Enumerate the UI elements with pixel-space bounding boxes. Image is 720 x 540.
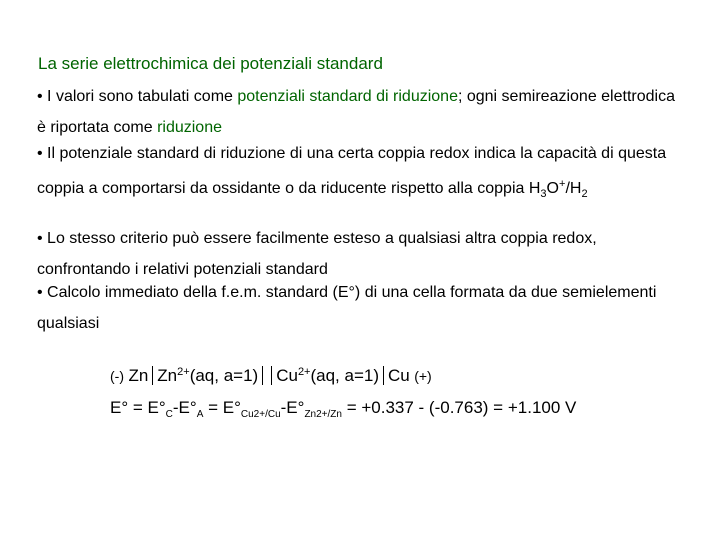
zn-couple-subscript: Zn2+/Zn bbox=[304, 409, 342, 420]
bullet-redox-couple bbox=[37, 138, 687, 210]
highlight-reduction: riduzione bbox=[157, 119, 222, 136]
emf-equals: = E° bbox=[203, 398, 241, 417]
h3-subscript: 3 bbox=[540, 188, 547, 200]
cathode-subscript: C bbox=[165, 409, 173, 420]
zn-conditions: (aq, a=1) bbox=[189, 366, 259, 385]
anode-subscript: A bbox=[196, 409, 204, 420]
emf-equation bbox=[110, 398, 576, 420]
cathode-sign: (+) bbox=[414, 368, 432, 384]
plus-superscript: + bbox=[559, 178, 566, 190]
salt-bridge-left bbox=[262, 366, 263, 385]
cu-couple-subscript: Cu2+/Cu bbox=[240, 409, 281, 420]
zn-charge: 2+ bbox=[177, 366, 190, 378]
salt-bridge-right bbox=[271, 366, 272, 385]
bullet-emf-calculation: • Calcolo immediato della f.e.m. standard (E°) di una cella formata da due semielementi qualsiasi bbox=[37, 284, 657, 332]
hydronium-formula bbox=[528, 178, 588, 200]
bullet-1-text: • I valori sono tabulati come bbox=[37, 88, 238, 105]
emf-result: = +0.337 - (-0.763) = +1.100 V bbox=[341, 398, 577, 417]
emf-minus: -E° bbox=[172, 398, 197, 417]
cu-charge: 2+ bbox=[297, 366, 311, 378]
emf-minus-2: -E° bbox=[280, 398, 305, 417]
cu-conditions: (aq, a=1) bbox=[310, 366, 379, 385]
cu-ion: Cu bbox=[276, 366, 298, 385]
bullet-extension: • Lo stesso criterio può essere facilmente esteso a qualsiasi altra coppia redox, confrontando i relativi potenziali standard bbox=[37, 230, 597, 278]
h-symbol: H bbox=[528, 180, 541, 197]
emf-e: E° = E° bbox=[110, 398, 166, 417]
anode-sign: (-) bbox=[110, 368, 124, 384]
bullet-2-text: • Il potenziale standard di riduzione di una certa coppia redox indica la capacità di questa coppia a comportarsi da ossidante o da riducente rispetto alla coppia bbox=[37, 145, 667, 197]
h2-symbol: /H bbox=[565, 180, 582, 197]
bullet-1-middle-text: ; ogni semireazione elettrodica è riportata come bbox=[37, 88, 675, 136]
phase-boundary bbox=[383, 366, 384, 385]
slide-title: La serie elettrochimica dei potenziali standard bbox=[38, 54, 383, 73]
bullet-tabulated-values bbox=[37, 81, 687, 143]
zn-ion: Zn bbox=[157, 366, 178, 385]
cell-notation bbox=[110, 366, 432, 386]
phase-boundary bbox=[152, 366, 153, 385]
zn-electrode: Zn bbox=[128, 366, 149, 385]
o-symbol: O bbox=[546, 180, 559, 197]
highlight-reduction-potentials: potenziali standard di riduzione bbox=[237, 88, 458, 105]
cu-electrode: Cu bbox=[388, 366, 410, 385]
h2-subscript: 2 bbox=[581, 188, 588, 200]
